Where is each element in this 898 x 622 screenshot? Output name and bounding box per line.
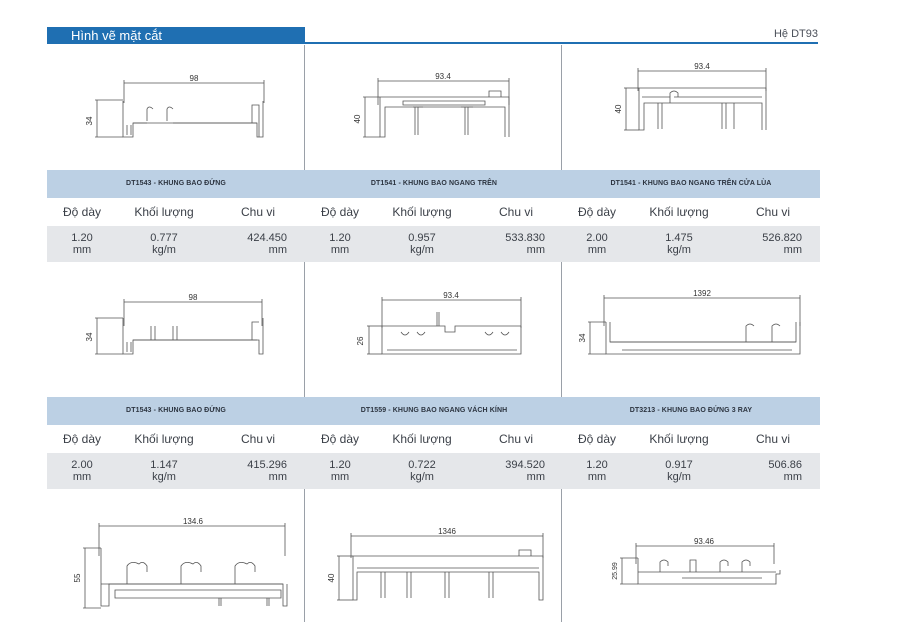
table-row [305, 453, 563, 489]
col-thickness: Độ dày [320, 432, 360, 446]
thickness-unit: mm [587, 244, 607, 256]
section-title: Hình vẽ mặt cắt [47, 27, 305, 44]
perimeter-value: 394.520 [505, 459, 545, 471]
table-row [562, 453, 820, 489]
dim-width: 93.4 [435, 72, 451, 81]
thickness-value: 1.20 [329, 232, 351, 244]
dim-height: 34 [85, 332, 94, 342]
dim-width: 134.6 [182, 517, 204, 526]
section-header [47, 27, 818, 45]
dim-height: 40 [353, 114, 362, 124]
col-perimeter: Chu vi [240, 205, 275, 219]
dim-width: 93.46 [693, 537, 715, 546]
dim-height: 34 [578, 333, 587, 343]
profile-name: DT1541 - KHUNG BAO NGANG TRÊN CỬA LÙA [562, 170, 820, 198]
col-weight: Khối lượng [649, 432, 709, 446]
dim-height: 34 [85, 116, 94, 126]
profile-drawing [562, 45, 820, 170]
perimeter-unit: mm [268, 471, 287, 483]
profile-name: DT3213 - KHUNG BAO ĐỨNG 3 RAY [562, 397, 820, 425]
col-weight: Khối lượng [134, 432, 194, 446]
dim-height: 40 [614, 104, 623, 114]
col-weight: Khối lượng [392, 432, 452, 446]
header-rule [305, 42, 818, 44]
profile-drawing [47, 264, 305, 397]
dim-height: 25.99 [612, 562, 619, 580]
perimeter-value: 506.86 [768, 459, 802, 471]
weight-value: 1.475 [665, 232, 693, 244]
spec-table [47, 397, 305, 489]
table-header [305, 425, 563, 453]
dim-width: 98 [189, 74, 199, 83]
dim-width: 98 [188, 293, 198, 302]
dim-height: 55 [73, 573, 82, 583]
table-row [47, 226, 305, 262]
weight-unit: kg/m [410, 244, 434, 256]
thickness-value: 1.20 [71, 232, 93, 244]
weight-unit: kg/m [667, 244, 691, 256]
col-weight: Khối lượng [392, 205, 452, 219]
spec-table [47, 170, 305, 262]
col-perimeter: Chu vi [755, 432, 790, 446]
col-weight: Khối lượng [649, 205, 709, 219]
weight-unit: kg/m [410, 471, 434, 483]
thickness-value: 1.20 [329, 459, 351, 471]
thickness-unit: mm [330, 244, 350, 256]
perimeter-unit: mm [526, 471, 545, 483]
perimeter-value: 415.296 [247, 459, 287, 471]
dim-width: 1346 [438, 527, 456, 536]
profile-name: DT1559 - KHUNG BAO NGANG VÁCH KÍNH [305, 397, 563, 425]
dim-width: 93.4 [443, 291, 459, 300]
thickness-unit: mm [330, 471, 350, 483]
perimeter-unit: mm [783, 471, 802, 483]
profile-name: DT1543 - KHUNG BAO ĐỨNG [47, 397, 305, 425]
table-header [562, 425, 820, 453]
profile-name: DT1541 - KHUNG BAO NGANG TRÊN [305, 170, 563, 198]
col-perimeter: Chu vi [755, 205, 790, 219]
table-row [305, 226, 563, 262]
table-row [562, 226, 820, 262]
dim-width: 93.4 [694, 62, 710, 71]
weight-unit: kg/m [152, 244, 176, 256]
thickness-value: 2.00 [71, 459, 93, 471]
perimeter-unit: mm [783, 244, 802, 256]
spec-table [562, 170, 820, 262]
dim-height: 40 [327, 573, 336, 583]
col-thickness: Độ dày [62, 205, 102, 219]
weight-value: 0.777 [150, 232, 178, 244]
thickness-unit: mm [72, 244, 92, 256]
col-thickness: Độ dày [577, 205, 617, 219]
system-label: Hệ DT93 [773, 28, 818, 40]
profile-name: DT1543 - KHUNG BAO ĐỨNG [47, 170, 305, 198]
weight-value: 0.722 [408, 459, 436, 471]
spec-table [305, 170, 563, 262]
profile-drawing [305, 264, 563, 397]
perimeter-unit: mm [526, 244, 545, 256]
col-perimeter: Chu vi [498, 205, 533, 219]
weight-value: 1.147 [150, 459, 178, 471]
weight-unit: kg/m [667, 471, 691, 483]
weight-value: 0.917 [665, 459, 693, 471]
col-perimeter: Chu vi [498, 432, 533, 446]
dim-width: 1392 [693, 289, 711, 298]
profile-drawing [47, 500, 305, 620]
perimeter-value: 533.830 [505, 232, 545, 244]
profile-drawing [562, 264, 820, 397]
profile-drawing [305, 45, 563, 170]
table-header [47, 198, 305, 226]
thickness-value: 1.20 [586, 459, 608, 471]
spec-table [305, 397, 563, 489]
col-thickness: Độ dày [577, 432, 617, 446]
col-perimeter: Chu vi [240, 432, 275, 446]
table-row [47, 453, 305, 489]
col-thickness: Độ dày [62, 432, 102, 446]
weight-value: 0.957 [408, 232, 436, 244]
table-header [305, 198, 563, 226]
perimeter-unit: mm [268, 244, 287, 256]
perimeter-value: 424.450 [247, 232, 287, 244]
perimeter-value: 526.820 [762, 232, 802, 244]
thickness-unit: mm [587, 471, 607, 483]
profile-drawing [562, 500, 820, 620]
col-weight: Khối lượng [134, 205, 194, 219]
profile-drawing [305, 500, 563, 620]
spec-table [562, 397, 820, 489]
thickness-value: 2.00 [586, 232, 608, 244]
profile-drawing [47, 45, 305, 170]
weight-unit: kg/m [152, 471, 176, 483]
thickness-unit: mm [72, 471, 92, 483]
col-thickness: Độ dày [320, 205, 360, 219]
table-header [562, 198, 820, 226]
table-header [47, 425, 305, 453]
dim-height: 26 [356, 336, 365, 346]
